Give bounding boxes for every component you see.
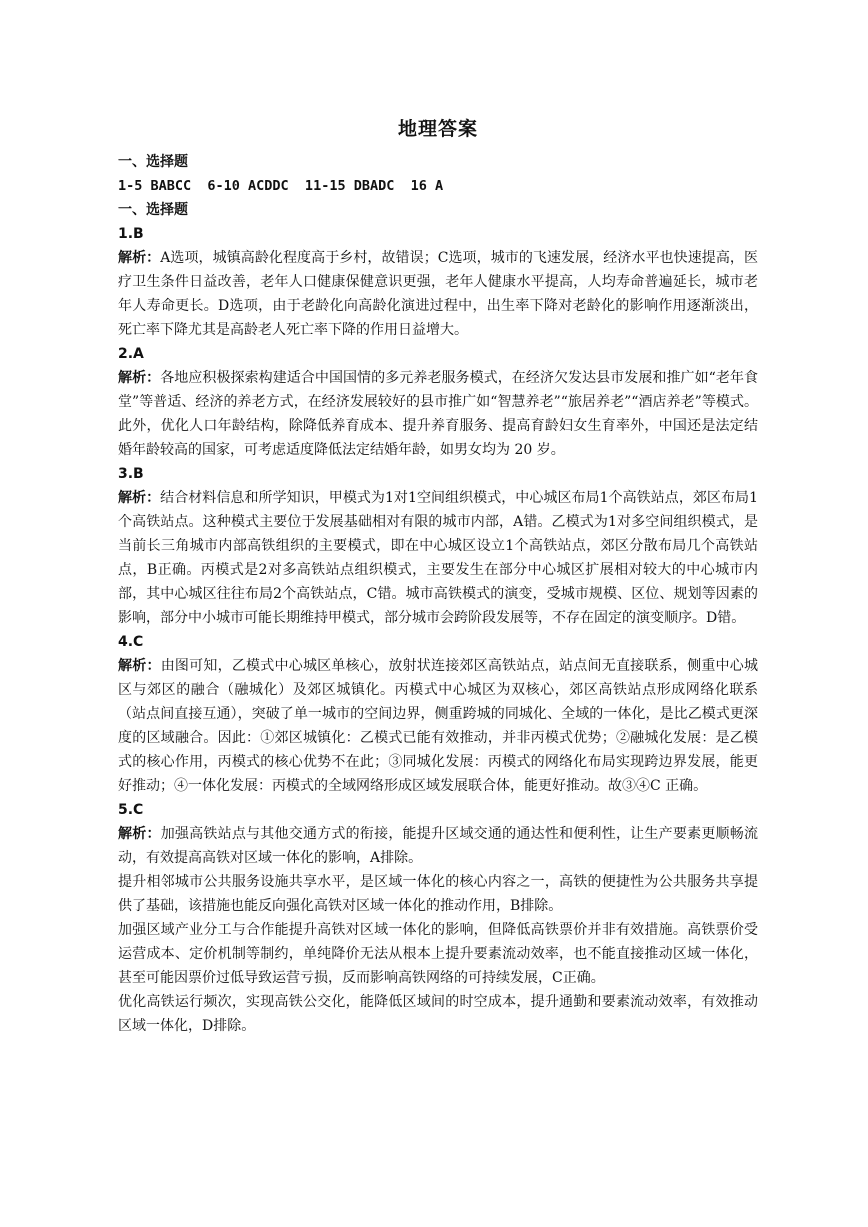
question-block-3: [118, 462, 758, 630]
analysis-label: 解析：: [118, 250, 161, 266]
answer-key: 1-5 BABCC 6-10 ACDDC 11-15 DBADC 16 A: [118, 178, 444, 194]
question-number: 4.C: [118, 634, 144, 650]
analysis-paragraph: [118, 822, 758, 870]
analysis-paragraph: [118, 654, 758, 798]
analysis-text: 加强高铁站点与其他交通方式的衔接，能提升区域交通的通达性和便利性，让生产要素更顺畅流动，有效提高高铁对区域一体化的影响，A排除。: [118, 826, 759, 866]
analysis-label: 解析：: [118, 826, 161, 842]
analysis-label: 解析：: [118, 370, 161, 386]
analysis-paragraph: [118, 246, 758, 342]
question-number: 2.A: [118, 346, 144, 362]
question-number: 5.C: [118, 802, 144, 818]
question-block-4: [118, 630, 758, 798]
answer-document: [118, 114, 758, 1038]
question-number: 3.B: [118, 466, 144, 482]
section-heading-choice-analysis: 一、选择题: [118, 202, 188, 218]
page-title: 地理答案: [397, 118, 478, 140]
analysis-label: 解析：: [118, 658, 161, 674]
question-block-2: [118, 342, 758, 462]
section-heading-choice: 一、选择题: [118, 154, 188, 170]
analysis-paragraph: 优化高铁运行频次，实现高铁公交化，能降低区域间的时空成本，提升通勤和要素流动效率，有效推动区域一体化，D排除。: [118, 994, 758, 1034]
question-block-1: [118, 222, 758, 342]
question-number: 1.B: [118, 226, 144, 242]
analysis-paragraph: [118, 366, 758, 462]
analysis-label: 解析：: [118, 490, 161, 506]
analysis-paragraph: 加强区域产业分工与合作能提升高铁对区域一体化的影响，但降低高铁票价并非有效措施。高铁票价受运营成本、定价机制等制约，单纯降价无法从根本上提升要素流动效率，也不能直接推动区域一体化，甚至可能因票价过低导致运营亏损，反而影响高铁网络的可持续发展，C正确。: [118, 922, 758, 986]
analysis-paragraph: [118, 486, 758, 630]
analysis-text: 各地应积极探索构建适合中国国情的多元养老服务模式，在经济欠发达县市发展和推广如“老年食堂”等普适、经济的养老方式，在经济发展较好的县市推广如“智慧养老”“旅居养老”“酒店养老”等模式。此外，优化人口年龄结构，除降低养育成本、提升养育服务、提高育龄妇女生育率外，中国还是法定结婚年龄较高的国家，可考虑适度降低法定结婚年龄，如男女均为 20 岁。: [118, 370, 759, 458]
analysis-text: A选项，城镇高龄化程度高于乡村，故错误；C选项，城市的飞速发展，经济水平也快速提高，医疗卫生条件日益改善，老年人口健康保健意识更强，老年人健康水平提高，人均寿命普遍延长，城市老年人寿命更长。D选项，由于老龄化向高龄化演进过程中，出生率下降对老龄化的影响作用逐渐淡出，死亡率下降尤其是高龄老人死亡率下降的作用日益增大。: [118, 250, 758, 338]
analysis-text: 由图可知，乙模式中心城区单核心，放射状连接郊区高铁站点，站点间无直接联系，侧重中心城区与郊区的融合（融城化）及郊区城镇化。丙模式中心城区为双核心，郊区高铁站点形成网络化联系（站点间直接互通），突破了单一城市的空间边界，侧重跨城的同城化、全域的一体化，是比乙模式更深度的区域融合。因此：①郊区城镇化：乙模式已能有效推动，并非丙模式优势；②融城化发展：是乙模式的核心作用，丙模式的核心优势不在此；③同城化发展：丙模式的网络化布局实现跨边界发展，能更好推动；④一体化发展：丙模式的全域网络形成区域发展联合体，能更好推动。故③④C 正确。: [118, 658, 759, 794]
analysis-paragraph: 提升相邻城市公共服务设施共享水平，是区域一体化的核心内容之一，高铁的便捷性为公共服务共享提供了基础，该措施也能反向强化高铁对区域一体化的推动作用，B排除。: [118, 874, 758, 914]
analysis-text: 结合材料信息和所学知识，甲模式为1对1空间组织模式，中心城区布局1个高铁站点，郊区布局1个高铁站点。这种模式主要位于发展基础相对有限的城市内部，A错。乙模式为1对多空间组织模式，是当前长三角城市内部高铁组织的主要模式，即在中心城区设立1个高铁站点，郊区分散布局几个高铁站点，B正确。丙模式是2对多高铁站点组织模式，主要发生在部分中心城区扩展相对较大的中心城市内部，其中心城区往往布局2个高铁站点，C错。城市高铁模式的演变，受城市规模、区位、规划等因素的影响，部分中小城市可能长期维持甲模式，部分城市会跨阶段发展等，不存在固定的演变顺序。D错。: [118, 490, 758, 626]
question-block-5: [118, 798, 758, 1038]
